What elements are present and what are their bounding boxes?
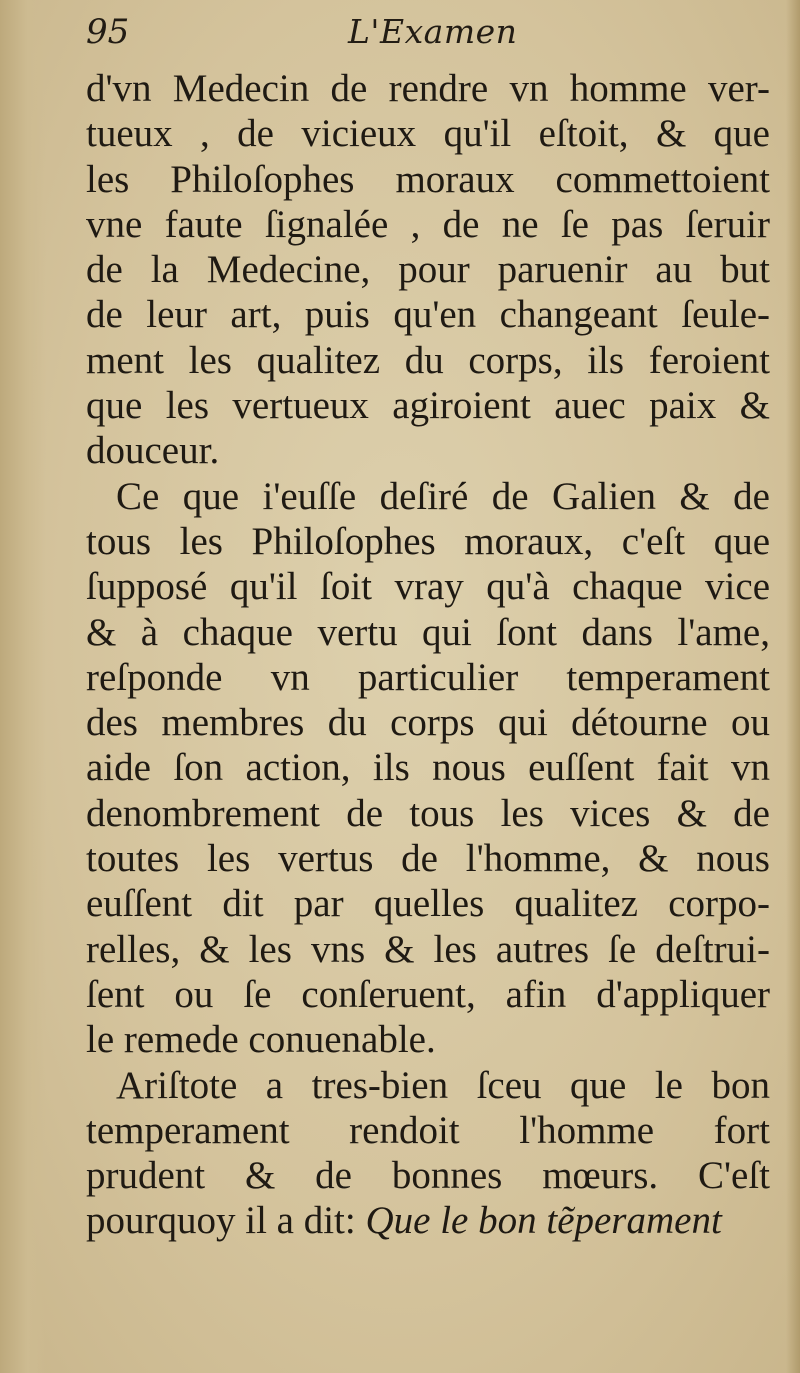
text-line: le remede conuenable. bbox=[86, 1018, 436, 1062]
text-line: de la Medecine, pour paruenir au but bbox=[86, 248, 770, 292]
text-line: d'vn Medecin de rendre vn homme ver- bbox=[86, 67, 770, 110]
page-edge-shadow-left bbox=[0, 0, 46, 1373]
text-line: temperament rendoit l'homme fort bbox=[86, 1108, 770, 1152]
text-line: de leur art, puis qu'en changeant ſeule- bbox=[86, 293, 770, 337]
text-line: ment les qualitez du corps, ils feroient bbox=[86, 338, 770, 382]
last-line-roman: pourquoy il a dit: bbox=[86, 1199, 366, 1243]
last-line-italic-quote: Que le bon tẽperament bbox=[365, 1199, 722, 1243]
text-line: prudent & de bonnes mœurs. C'eſt bbox=[86, 1154, 770, 1198]
text-line: les Philoſophes moraux commettoient bbox=[86, 157, 770, 201]
text-line: & à chaque vertu qui ſont dans l'ame, bbox=[86, 610, 770, 654]
page-header bbox=[86, 8, 766, 62]
body-text bbox=[86, 66, 770, 1244]
text-line: douceur. bbox=[86, 429, 220, 473]
text-line: euſſent dit par quelles qualitez corpo- bbox=[86, 882, 770, 926]
text-line: aide ſon action, ils nous euſſent fait vn bbox=[86, 746, 770, 790]
text-line: ſent ou ſe conſeruent, afin d'appliquer bbox=[86, 972, 770, 1016]
text-line: vne faute ſignalée , de ne ſe pas ſeruir bbox=[86, 202, 770, 246]
page-edge-shadow-right bbox=[786, 0, 800, 1373]
text-line: des membres du corps qui détourne ou bbox=[86, 701, 770, 745]
page-number: 95 bbox=[86, 12, 130, 52]
text-line: toutes les vertus de l'homme, & nous bbox=[86, 837, 770, 881]
text-line: ſupposé qu'il ſoit vray qu'à chaque vice bbox=[86, 565, 770, 609]
text-line: tueux , de vicieux qu'il eſtoit, & que bbox=[86, 112, 770, 156]
text-line: que les vertueux agiroient auec paix & bbox=[86, 384, 770, 428]
text-line: tous les Philoſophes moraux, c'eſt que bbox=[86, 519, 770, 563]
running-title: L'Examen bbox=[348, 12, 518, 51]
text-line: Ariſtote a tres-bien ſceu que le bon bbox=[116, 1063, 770, 1107]
text-line: reſponde vn particulier temperament bbox=[86, 655, 770, 699]
text-line: relles, & les vns & les autres ſe deſtrui- bbox=[86, 927, 770, 971]
text-line: Ce que i'euſſe deſiré de Galien & de bbox=[116, 474, 770, 518]
text-line: denombrement de tous les vices & de bbox=[86, 791, 770, 835]
text-line-last bbox=[86, 1198, 770, 1243]
